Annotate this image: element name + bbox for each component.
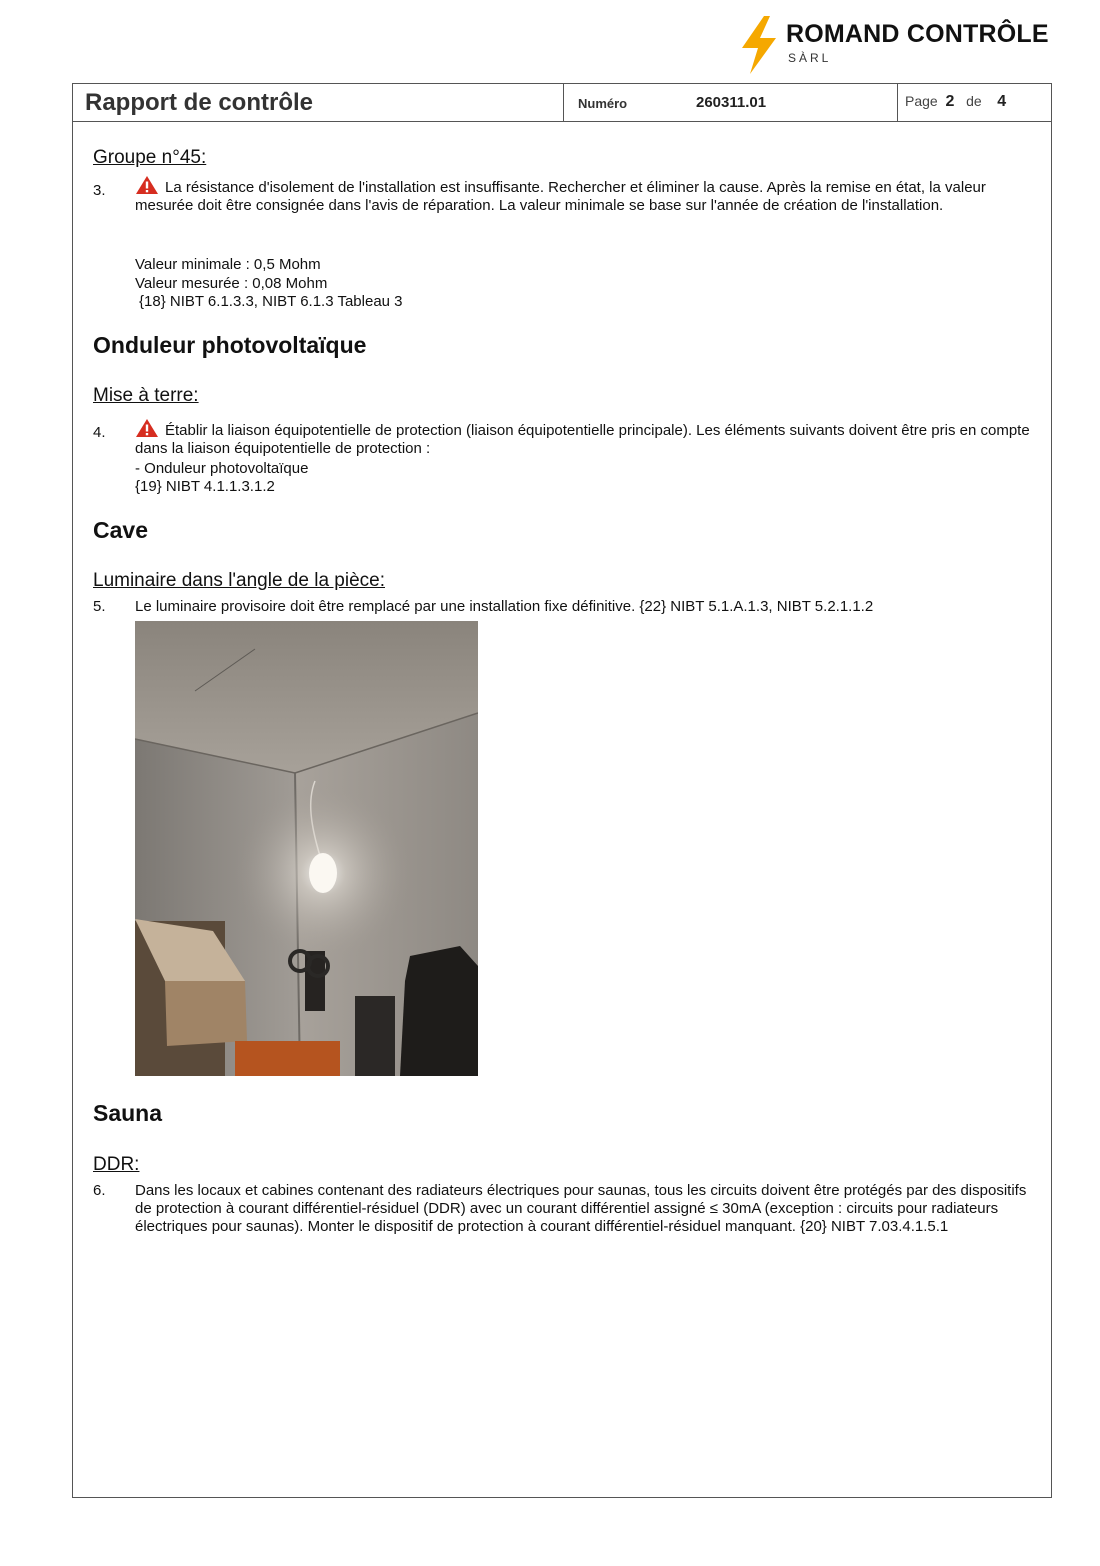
finding-4-description: Établir la liaison équipotentielle de protection (liaison équipotentielle principale). Les éléments suivants doivent être pris en compte dans la liaison équipotentielle de protection : [135,422,1030,457]
cave-luminaire-photo [135,621,478,1076]
page-of-label: de [966,93,982,109]
report-title: Rapport de contrôle [85,89,314,116]
page-indicator [905,93,1006,111]
subheading-luminaire: Luminaire dans l'angle de la pièce: [93,570,385,591]
warning-triangle-icon [135,418,159,438]
finding-3-min-value: Valeur minimale : 0,5 Mohm [135,256,321,273]
finding-4-text [135,418,1035,458]
item-number-4: 4. [93,424,106,441]
company-name: ROMAND CONTRÔLE [786,20,1049,48]
item-number-6: 6. [93,1182,106,1199]
item-number-5: 5. [93,598,106,615]
page-total: 4 [997,93,1007,110]
page-current: 2 [945,93,955,110]
report-frame [72,83,1052,1498]
section-heading-sauna: Sauna [93,1100,163,1126]
finding-6-text: Dans les locaux et cabines contenant des radiateurs électriques pour saunas, tous les circuits doivent être protégés par des dispositifs de protection à courant différentiel-résiduel (DDR) avec un courant différentiel assigné ≤ 30mA (exception : circuits pour radiateurs électriques pour saunas). Monter le dispositif de protection à courant différentiel-résiduel manquant. {20} NIBT 7.03.4.1.5.1 [135,1182,1027,1235]
subheading-mise-a-terre: Mise à terre: [93,385,199,406]
company-logo [740,16,1080,74]
report-number-label: Numéro [578,96,628,111]
finding-3-reference: {18} NIBT 6.1.3.3, NIBT 6.1.3 Tableau 3 [139,293,403,310]
report-number-cell [563,84,898,121]
finding-4-reference: {19} NIBT 4.1.1.3.1.2 [135,478,275,495]
section-heading-onduleur: Onduleur photovoltaïque [93,332,367,358]
finding-3-text [135,175,1035,215]
finding-3-description: La résistance d'isolement de l'installation est insuffisante. Rechercher et éliminer la cause. Après la remise en état, la valeur mesurée doit être consignée dans l'avis de réparation. La valeur minimale se base sur l'année de création de l'installation. [135,179,986,214]
report-number-value: 260311.01 [696,94,767,111]
lightning-bolt-icon [740,16,780,74]
finding-4-element: - Onduleur photovoltaïque [135,460,309,477]
page-label: Page [905,93,938,109]
company-suffix: SÀRL [788,51,832,65]
finding-3-measured-value: Valeur mesurée : 0,08 Mohm [135,275,328,292]
subheading-groupe-45: Groupe n°45: [93,147,207,168]
warning-triangle-icon [135,175,159,195]
section-heading-cave: Cave [93,517,148,543]
subheading-ddr: DDR: [93,1154,140,1175]
report-header [73,84,1051,122]
item-number-3: 3. [93,182,106,199]
finding-5-text: Le luminaire provisoire doit être remplacé par une installation fixe définitive. {22} NIBT 5.1.A.1.3, NIBT 5.2.1.1.2 [135,598,874,615]
